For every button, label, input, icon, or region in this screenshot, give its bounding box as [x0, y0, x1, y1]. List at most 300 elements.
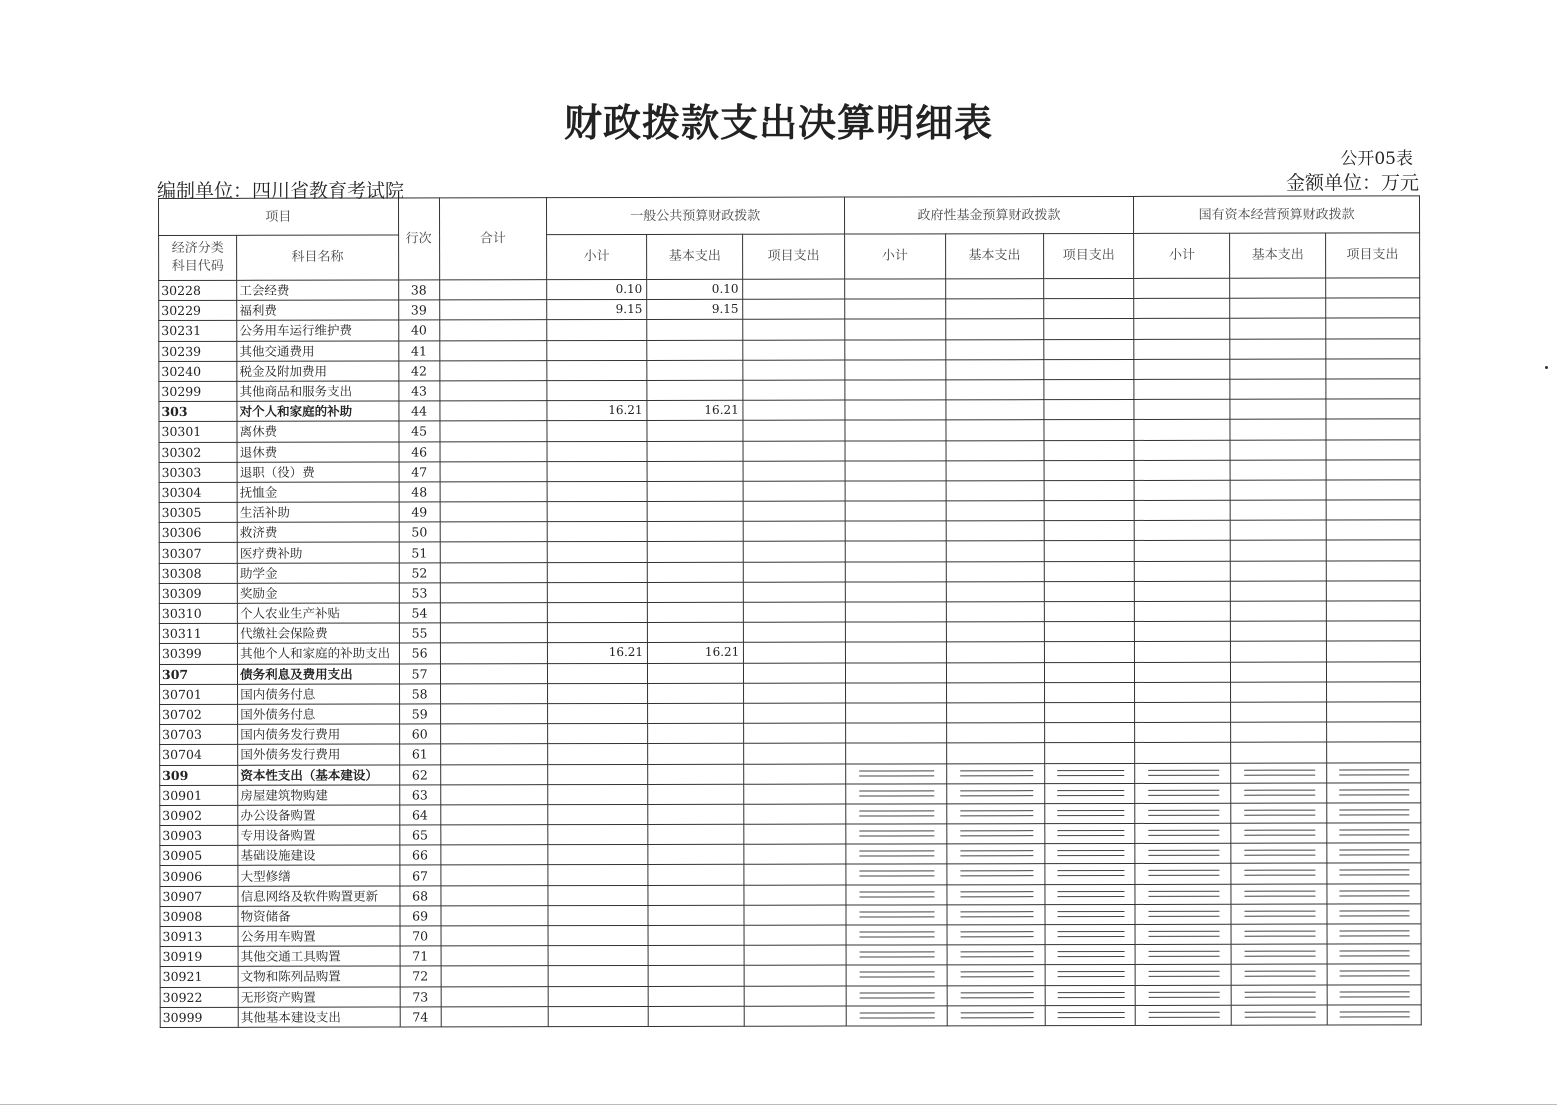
row-general-basic — [647, 320, 743, 340]
row-state-basic — [1231, 904, 1326, 924]
not-applicable-mark — [1234, 864, 1322, 883]
row-govfund-sub — [845, 440, 946, 460]
row-line: 68 — [400, 886, 441, 906]
row-name: 生活补助 — [237, 502, 398, 523]
row-line: 69 — [400, 906, 441, 926]
row-general-project — [745, 1006, 846, 1026]
row-state-sub — [1135, 662, 1231, 682]
not-applicable-mark — [1329, 985, 1416, 1004]
table-row — [159, 540, 1420, 563]
row-state-sub — [1135, 944, 1231, 964]
row-general-sub — [547, 340, 647, 360]
row-general-sub: 16.21 — [547, 401, 647, 421]
row-state-basic — [1231, 783, 1326, 803]
row-govfund-basic — [946, 642, 1044, 662]
row-state-sub — [1134, 319, 1230, 339]
not-applicable-mark — [1329, 924, 1416, 943]
row-state-basic — [1232, 985, 1327, 1005]
row-govfund-project — [1044, 319, 1134, 339]
row-general-sub — [547, 481, 647, 501]
row-general-basic — [647, 360, 743, 380]
row-general-project — [744, 925, 845, 945]
row-code: 30703 — [160, 724, 238, 744]
row-govfund-project — [1045, 924, 1135, 944]
row-total — [440, 522, 547, 542]
table-row — [159, 520, 1420, 543]
header-econ-code: 经济分类 科目代码 — [159, 235, 237, 280]
row-govfund-sub — [845, 703, 946, 723]
row-govfund-project — [1044, 339, 1134, 359]
row-code: 30902 — [160, 805, 238, 825]
row-govfund-basic — [946, 541, 1044, 561]
not-applicable-mark — [1047, 763, 1130, 782]
row-general-sub: 9.15 — [547, 300, 647, 320]
row-line: 39 — [398, 300, 439, 320]
table-row — [160, 722, 1421, 745]
not-applicable-mark — [949, 784, 1040, 803]
not-applicable-mark — [1234, 965, 1322, 984]
not-applicable-mark — [1138, 824, 1227, 843]
not-applicable-mark — [1329, 783, 1416, 802]
row-state-sub — [1134, 278, 1230, 298]
not-applicable-mark — [1047, 804, 1130, 823]
row-general-project — [744, 683, 845, 703]
row-state-sub — [1135, 601, 1231, 621]
row-total — [440, 461, 547, 481]
row-govfund-sub — [845, 662, 946, 682]
row-general-basic — [648, 905, 744, 925]
row-govfund-basic — [946, 602, 1044, 622]
row-govfund-project — [1045, 743, 1135, 763]
row-name: 退休费 — [237, 441, 398, 462]
not-applicable-mark — [1047, 784, 1130, 803]
row-general-project — [743, 340, 844, 360]
row-govfund-basic — [947, 864, 1045, 884]
row-general-sub — [547, 582, 647, 602]
row-state-sub — [1135, 722, 1231, 742]
row-state-basic — [1231, 460, 1326, 480]
row-name: 基础设施建设 — [238, 845, 399, 866]
not-applicable-mark — [1137, 763, 1226, 782]
table-row — [160, 783, 1421, 806]
row-state-project — [1326, 641, 1420, 661]
row-state-sub — [1134, 298, 1230, 318]
row-govfund-basic — [946, 723, 1044, 743]
row-state-project — [1326, 480, 1420, 500]
not-applicable-mark — [1329, 844, 1416, 863]
row-general-basic — [647, 501, 743, 521]
row-general-basic — [647, 522, 743, 542]
row-code: 30229 — [159, 301, 237, 321]
row-general-sub — [548, 825, 648, 845]
not-applicable-mark — [848, 1006, 942, 1025]
row-general-project — [743, 441, 844, 461]
row-govfund-project — [1044, 601, 1134, 621]
row-govfund-sub — [844, 339, 945, 359]
row-govfund-project — [1045, 1005, 1135, 1025]
header-total: 合计 — [439, 198, 546, 280]
row-general-sub — [547, 562, 647, 582]
row-state-project — [1327, 904, 1421, 924]
row-general-project — [744, 824, 845, 844]
row-code: 30307 — [159, 543, 237, 563]
row-line: 41 — [398, 340, 439, 360]
row-state-basic — [1231, 702, 1326, 722]
row-name: 房屋建筑物购建 — [238, 785, 399, 806]
row-general-project — [743, 501, 844, 521]
row-line: 59 — [399, 704, 440, 724]
row-code: 30239 — [159, 341, 237, 361]
not-applicable-mark — [949, 885, 1040, 904]
row-general-project — [744, 622, 845, 642]
not-applicable-mark — [848, 925, 942, 944]
not-applicable-mark — [1138, 844, 1227, 863]
row-code: 30311 — [159, 624, 237, 644]
row-state-basic — [1230, 379, 1325, 399]
row-code: 30702 — [160, 704, 238, 724]
row-total — [441, 986, 548, 1006]
row-state-sub — [1134, 521, 1230, 541]
row-code: 307 — [159, 664, 237, 684]
row-name: 文物和陈列品购置 — [238, 966, 399, 987]
row-code: 30306 — [159, 523, 237, 543]
row-state-project — [1327, 924, 1421, 944]
row-govfund-project — [1045, 864, 1135, 884]
row-general-sub — [548, 966, 648, 986]
header-item: 项目 — [159, 198, 399, 236]
row-state-sub — [1135, 823, 1231, 843]
row-general-project — [743, 279, 844, 299]
row-general-basic — [647, 421, 743, 441]
table-row — [160, 944, 1421, 967]
row-govfund-sub — [845, 804, 946, 824]
row-code: 30901 — [160, 785, 238, 805]
row-govfund-project — [1044, 541, 1134, 561]
header-sub: 小计 — [546, 234, 646, 279]
row-govfund-basic — [946, 581, 1044, 601]
row-state-basic — [1231, 722, 1326, 742]
row-general-project — [744, 541, 845, 561]
row-general-basic: 16.21 — [647, 400, 743, 420]
row-general-sub — [547, 724, 647, 744]
row-govfund-basic — [947, 1005, 1045, 1025]
row-name: 国内债务发行费用 — [238, 724, 399, 745]
not-applicable-mark — [1048, 905, 1131, 924]
row-code: 30908 — [160, 906, 238, 926]
not-applicable-mark — [1329, 763, 1416, 782]
table-row — [159, 359, 1420, 382]
row-code: 30240 — [159, 361, 237, 381]
row-general-basic — [648, 744, 744, 764]
row-state-sub — [1134, 359, 1230, 379]
row-govfund-basic — [946, 662, 1044, 682]
row-govfund-sub — [845, 420, 946, 440]
row-state-basic — [1230, 399, 1325, 419]
row-state-sub — [1134, 399, 1230, 419]
row-code: 30919 — [160, 947, 238, 967]
table-row — [159, 500, 1420, 523]
row-general-project — [744, 562, 845, 582]
row-code: 30304 — [159, 482, 237, 502]
row-general-project — [744, 602, 845, 622]
row-state-basic — [1231, 581, 1326, 601]
row-line: 52 — [399, 563, 440, 583]
header-state: 国有资本经营预算财政拨款 — [1134, 196, 1420, 234]
row-code: 30399 — [159, 644, 237, 664]
row-line: 57 — [399, 663, 440, 683]
row-name: 抚恤金 — [237, 482, 398, 503]
row-line: 53 — [399, 583, 440, 603]
row-name: 医疗费补助 — [237, 542, 398, 563]
row-state-sub — [1134, 480, 1230, 500]
row-govfund-sub — [844, 319, 945, 339]
not-applicable-mark — [1048, 986, 1131, 1005]
not-applicable-mark — [1329, 1005, 1416, 1024]
row-state-sub — [1135, 985, 1231, 1005]
row-code: 30905 — [160, 846, 238, 866]
row-name: 奖励金 — [237, 583, 398, 604]
row-govfund-basic — [946, 299, 1044, 319]
row-general-basic — [648, 784, 744, 804]
row-general-basic — [647, 622, 743, 642]
row-general-basic — [647, 481, 743, 501]
not-applicable-mark — [848, 865, 942, 884]
row-general-basic: 0.10 — [647, 279, 743, 299]
row-state-project — [1327, 964, 1421, 984]
table-row — [159, 460, 1420, 483]
row-govfund-basic — [946, 339, 1044, 359]
row-code: 30310 — [159, 603, 237, 623]
row-state-sub — [1134, 541, 1230, 561]
row-state-basic — [1231, 803, 1326, 823]
row-line: 61 — [399, 744, 440, 764]
row-state-project — [1327, 863, 1421, 883]
row-line: 49 — [399, 502, 440, 522]
table-row — [160, 702, 1421, 725]
row-general-sub — [547, 663, 647, 683]
row-total — [439, 340, 546, 360]
row-general-basic — [647, 441, 743, 461]
not-applicable-mark — [1138, 884, 1227, 903]
table-row — [159, 641, 1420, 664]
not-applicable-mark — [949, 925, 1040, 944]
table-code: 公开05表 — [1340, 149, 1413, 169]
row-govfund-project — [1044, 379, 1134, 399]
row-govfund-sub — [845, 501, 946, 521]
header-basic: 基本支出 — [1230, 233, 1325, 278]
row-name: 大型修缮 — [238, 865, 399, 886]
row-general-sub: 0.10 — [547, 279, 647, 299]
row-govfund-project — [1045, 783, 1135, 803]
not-applicable-mark — [848, 784, 942, 803]
row-govfund-sub — [845, 481, 946, 501]
row-govfund-project — [1045, 702, 1135, 722]
row-name: 债务利息及费用支出 — [238, 664, 399, 685]
row-state-basic — [1231, 742, 1326, 762]
row-state-basic — [1230, 339, 1325, 359]
row-state-basic — [1230, 298, 1325, 318]
table-row — [159, 621, 1420, 644]
row-general-sub — [547, 360, 647, 380]
row-general-project — [744, 723, 845, 743]
row-general-sub — [547, 320, 647, 340]
row-general-sub — [548, 925, 648, 945]
not-applicable-mark — [949, 824, 1040, 843]
row-general-basic: 16.21 — [648, 643, 744, 663]
row-name: 其他个人和家庭的补助支出 — [238, 643, 399, 664]
row-state-project — [1326, 460, 1420, 480]
row-general-basic — [648, 804, 744, 824]
table-row — [159, 298, 1420, 321]
row-state-project — [1327, 843, 1421, 863]
table-row — [160, 1005, 1421, 1028]
row-state-basic — [1231, 863, 1326, 883]
table-row — [159, 318, 1420, 341]
row-line: 67 — [399, 865, 440, 885]
not-applicable-mark — [1329, 823, 1416, 842]
row-total — [440, 482, 547, 502]
row-general-sub — [548, 845, 648, 865]
row-govfund-project — [1044, 278, 1134, 298]
row-state-sub — [1134, 379, 1230, 399]
row-govfund-basic — [947, 904, 1045, 924]
row-state-project — [1326, 520, 1420, 540]
row-line: 64 — [399, 805, 440, 825]
row-total — [441, 1006, 548, 1026]
row-general-sub: 16.21 — [547, 643, 647, 663]
row-state-project — [1327, 984, 1421, 1004]
row-govfund-sub — [845, 864, 946, 884]
row-state-sub — [1134, 440, 1230, 460]
row-state-project — [1326, 581, 1420, 601]
row-state-basic — [1231, 561, 1326, 581]
table-row — [160, 984, 1421, 1007]
row-state-sub — [1135, 864, 1231, 884]
row-govfund-sub — [845, 602, 946, 622]
row-state-sub — [1135, 965, 1231, 985]
row-line: 38 — [398, 280, 439, 300]
row-govfund-basic — [946, 460, 1044, 480]
table-row — [160, 964, 1421, 987]
row-general-project — [744, 703, 845, 723]
row-name: 代缴社会保险费 — [238, 623, 399, 644]
not-applicable-mark — [949, 804, 1040, 823]
not-applicable-mark — [949, 905, 1040, 924]
row-code: 30907 — [160, 886, 238, 906]
not-applicable-mark — [1138, 905, 1227, 924]
table-row — [160, 904, 1421, 927]
row-code: 30906 — [160, 866, 238, 886]
row-name: 工会经费 — [237, 280, 398, 301]
header-subject-name: 科目名称 — [237, 235, 398, 280]
row-state-basic — [1231, 682, 1326, 702]
row-state-basic — [1232, 924, 1327, 944]
row-state-project — [1326, 621, 1420, 641]
row-state-project — [1326, 661, 1420, 681]
row-general-project — [744, 663, 845, 683]
row-general-basic — [648, 723, 744, 743]
row-total — [440, 704, 547, 724]
row-state-project — [1327, 1005, 1421, 1025]
row-code: 30701 — [160, 684, 238, 704]
row-general-basic — [647, 461, 743, 481]
row-state-project — [1326, 439, 1420, 459]
row-total — [440, 502, 547, 522]
row-line: 70 — [400, 926, 441, 946]
row-line: 42 — [398, 361, 439, 381]
row-name: 办公设备购置 — [238, 805, 399, 826]
row-state-project — [1326, 379, 1420, 399]
row-total — [441, 905, 548, 925]
not-applicable-mark — [1138, 985, 1227, 1004]
row-state-basic — [1231, 540, 1326, 560]
row-code: 30305 — [159, 502, 237, 522]
table-row — [160, 682, 1421, 705]
row-code: 30299 — [159, 381, 237, 401]
row-govfund-basic — [947, 804, 1045, 824]
row-govfund-sub — [845, 723, 946, 743]
row-govfund-basic — [946, 420, 1044, 440]
row-name: 救济费 — [237, 522, 398, 543]
row-state-project — [1326, 742, 1420, 762]
row-total — [440, 562, 547, 582]
row-general-basic — [648, 703, 744, 723]
row-govfund-sub — [845, 784, 946, 804]
row-govfund-basic — [947, 925, 1045, 945]
not-applicable-mark — [1047, 824, 1130, 843]
row-name: 其他交通费用 — [237, 341, 398, 362]
row-general-basic: 9.15 — [647, 299, 743, 319]
row-state-sub — [1135, 682, 1231, 702]
row-total — [440, 825, 547, 845]
row-name: 助学金 — [237, 563, 398, 584]
row-state-project — [1326, 722, 1420, 742]
row-general-sub — [548, 946, 648, 966]
row-state-project — [1326, 803, 1420, 823]
not-applicable-mark — [1234, 985, 1322, 1004]
row-general-basic — [648, 986, 744, 1006]
not-applicable-mark — [848, 986, 942, 1005]
row-line: 46 — [399, 441, 440, 461]
row-code: 30922 — [160, 987, 238, 1007]
row-general-sub — [547, 421, 647, 441]
row-govfund-sub — [846, 884, 947, 904]
table-row — [159, 278, 1420, 301]
not-applicable-mark — [1329, 945, 1416, 964]
row-general-project — [743, 400, 844, 420]
row-state-basic — [1231, 641, 1326, 661]
row-total — [441, 885, 548, 905]
row-line: 65 — [399, 825, 440, 845]
row-general-sub — [548, 764, 648, 784]
row-code: 30301 — [159, 422, 237, 442]
row-general-basic — [648, 824, 744, 844]
row-govfund-sub — [845, 844, 946, 864]
not-applicable-mark — [1138, 1006, 1227, 1025]
row-line: 54 — [399, 603, 440, 623]
not-applicable-mark — [1138, 965, 1227, 984]
row-name: 其他商品和服务支出 — [237, 381, 398, 402]
row-line: 48 — [399, 482, 440, 502]
header-sub: 小计 — [1134, 233, 1230, 278]
row-state-sub — [1134, 460, 1230, 480]
not-applicable-mark — [1048, 945, 1131, 964]
row-govfund-project — [1044, 420, 1134, 440]
row-name: 福利费 — [237, 300, 398, 321]
row-govfund-project — [1045, 723, 1135, 743]
row-general-project — [744, 784, 845, 804]
row-govfund-project — [1045, 945, 1135, 965]
